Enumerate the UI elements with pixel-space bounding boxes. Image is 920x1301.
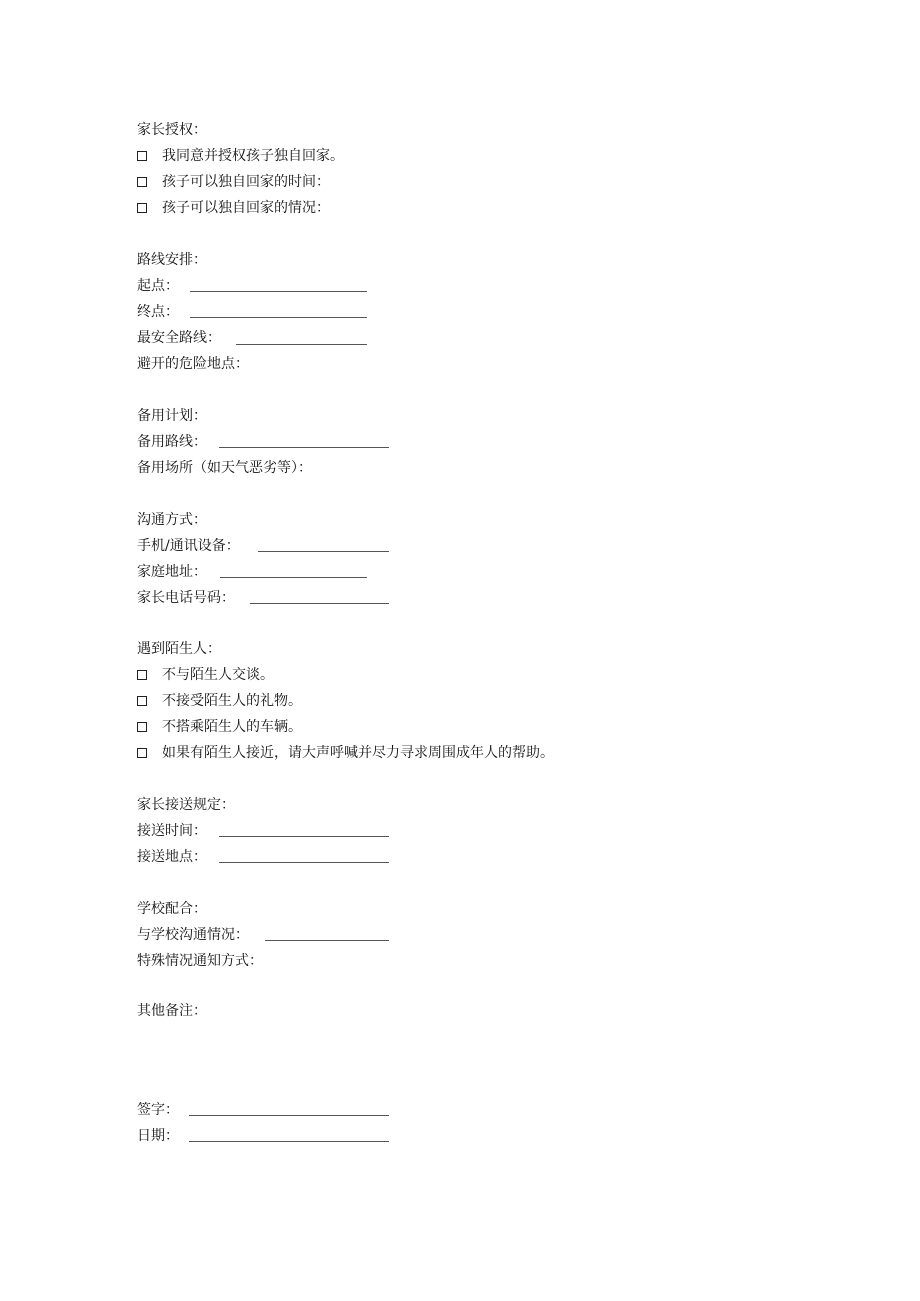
checkbox[interactable]: [137, 151, 147, 161]
route-end-blank[interactable]: [190, 317, 367, 318]
route-safest-blank[interactable]: [236, 344, 367, 345]
checkbox[interactable]: [137, 670, 147, 680]
checkbox[interactable]: [137, 203, 147, 213]
school-communication-label: 与学校沟通情况：: [137, 927, 249, 943]
route-avoid-label: 避开的危险地点：: [137, 356, 249, 372]
pickup-place-label: 接送地点：: [137, 849, 207, 865]
pickup-heading: 家长接送规定：: [137, 797, 235, 813]
backup-route-label: 备用路线：: [137, 434, 207, 450]
checkbox[interactable]: [137, 748, 147, 758]
backup-place-label: 备用场所（如天气恶劣等）：: [137, 460, 312, 476]
authorization-item-situation: 孩子可以独自回家的情况：: [137, 195, 330, 221]
checkbox[interactable]: [137, 177, 147, 187]
communication-phone-blank[interactable]: [250, 603, 389, 604]
signature-blank[interactable]: [189, 1115, 389, 1116]
pickup-time-blank[interactable]: [219, 836, 389, 837]
backup-heading: 备用计划：: [137, 408, 207, 424]
route-safest-label: 最安全路线：: [137, 330, 221, 346]
authorization-item-time: 孩子可以独自回家的时间：: [137, 169, 330, 195]
route-end-label: 终点：: [137, 304, 179, 320]
pickup-time-label: 接送时间：: [137, 823, 207, 839]
signature-label: 签字：: [137, 1102, 179, 1118]
communication-address-label: 家庭地址：: [137, 564, 207, 580]
communication-heading: 沟通方式：: [137, 512, 207, 528]
school-notice-label: 特殊情况通知方式：: [137, 953, 263, 969]
communication-address-blank[interactable]: [220, 577, 367, 578]
date-blank[interactable]: [189, 1141, 389, 1142]
route-start-blank[interactable]: [190, 291, 367, 292]
strangers-item-talk: 不与陌生人交谈。: [137, 662, 274, 688]
communication-phone-label: 家长电话号码：: [137, 590, 235, 606]
route-heading: 路线安排：: [137, 252, 207, 268]
strangers-heading: 遇到陌生人：: [137, 641, 221, 657]
school-communication-blank[interactable]: [265, 940, 389, 941]
strangers-item-gift: 不接受陌生人的礼物。: [137, 688, 302, 714]
communication-device-blank[interactable]: [258, 551, 389, 552]
notes-heading: 其他备注：: [137, 1003, 207, 1019]
strangers-item-shout: 如果有陌生人接近，请大声呼喊并尽力寻求周围成年人的帮助。: [137, 740, 554, 766]
communication-device-label: 手机/通讯设备：: [137, 538, 240, 554]
authorization-heading: 家长授权：: [137, 122, 207, 138]
pickup-place-blank[interactable]: [219, 862, 389, 863]
strangers-item-vehicle: 不搭乘陌生人的车辆。: [137, 714, 302, 740]
checkbox[interactable]: [137, 696, 147, 706]
backup-route-blank[interactable]: [219, 447, 389, 448]
authorization-item-agree: 我同意并授权孩子独自回家。: [137, 143, 344, 169]
date-label: 日期：: [137, 1128, 179, 1144]
school-heading: 学校配合：: [137, 901, 207, 917]
checkbox[interactable]: [137, 722, 147, 732]
route-start-label: 起点：: [137, 278, 179, 294]
